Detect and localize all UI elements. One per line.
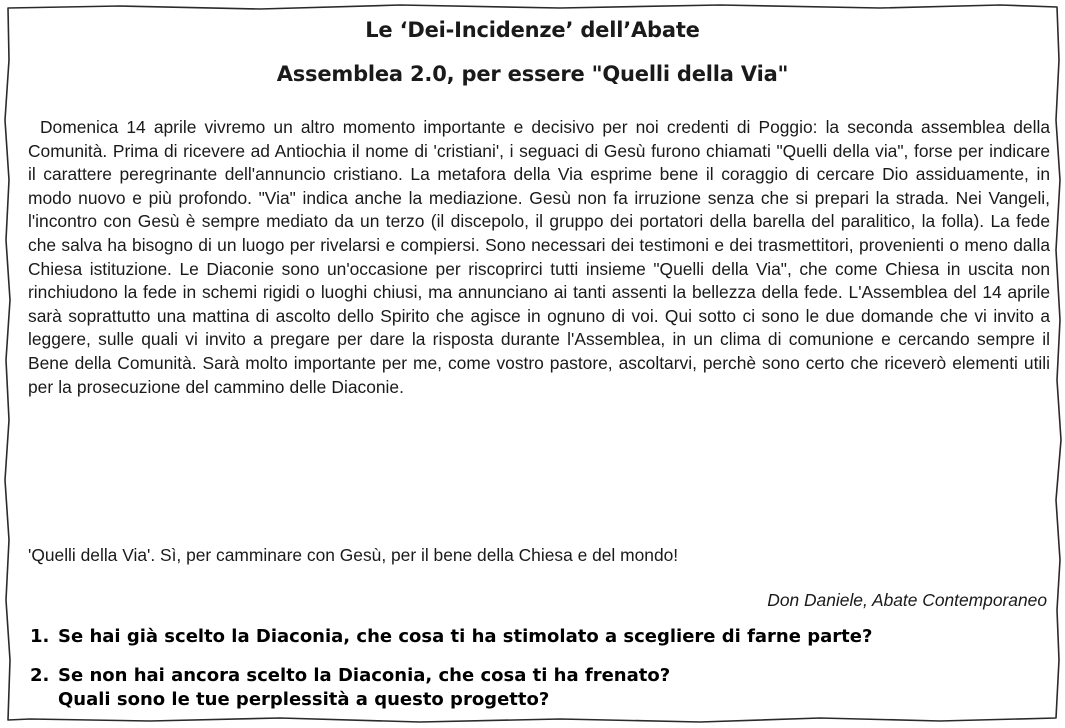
question-number: 1. [30, 626, 50, 647]
signature: Don Daniele, Abate Contemporaneo [767, 590, 1047, 610]
question-text-continuation: Quali sono le tue perplessità a questo progetto? [58, 689, 550, 710]
closing-line: 'Quelli della Via'. Sì, per camminare con Gesù, per il bene della Chiesa e del mondo! [28, 545, 679, 565]
question-2 [30, 664, 670, 712]
document-subtitle: Assemblea 2.0, per essere "Quelli della Via" [276, 62, 789, 86]
question-1 [30, 625, 872, 649]
question-number: 2. [30, 665, 50, 686]
document-title: Le ‘Dei-Incidenze’ dell’Abate [365, 18, 700, 42]
question-text: Se non hai ancora scelto la Diaconia, che cosa ti ha frenato? [58, 665, 671, 686]
body-paragraph: Domenica 14 aprile vivremo un altro momento importante e decisivo per noi credenti di Poggio: la seconda assemblea della Comunità. Prima di ricevere ad Antiochia il nome di 'cristiani', i seguaci di Gesù furono chiamati "Quelli della via", forse per indicare il carattere peregrinante dell'annuncio cristiano. La metafora della Via esprime bene il coraggio di cercare Dio assiduamente, in modo nuovo e più profondo. "Via" indica anche la mediazione. Gesù non fa irruzione senza che si prepari la strada. Nei Vangeli, l'incontro con Gesù è sempre mediato da un terzo (il discepolo, il gruppo dei portatori della barella del paralitico, la folla). La fede che salva ha bisogno di un luogo per rivelarsi e compiersi. Sono necessari dei testimoni e dei trasmettitori, provenienti o meno dalla Chiesa istituzione. Le Diaconie sono un'occasione per riscoprirci tutti insieme "Quelli della Via", che come Chiesa in uscita non rinchiudono la fede in schemi rigidi o luoghi chiusi, ma annunciano ai tanti assenti la bellezza della fede. L'Assemblea del 14 aprile sarà soprattutto una mattina di ascolto dello Spirito che agisce in ognuno di voi. Qui sotto ci sono le due domande che vi invito a leggere, sulle quali vi invito a pregare per dare la risposta durante l'Assemblea, in un clima di comunione e cercando sempre il Bene della Comunità. Sarà molto importante per me, come vostro pastore, ascoltarvi, perchè sono certo che riceverò elementi utili per la prosecuzione del cammino delle Diaconie. [28, 117, 1050, 397]
question-text: Se hai già scelto la Diaconia, che cosa ti ha stimolato a scegliere di farne parte? [58, 626, 873, 647]
